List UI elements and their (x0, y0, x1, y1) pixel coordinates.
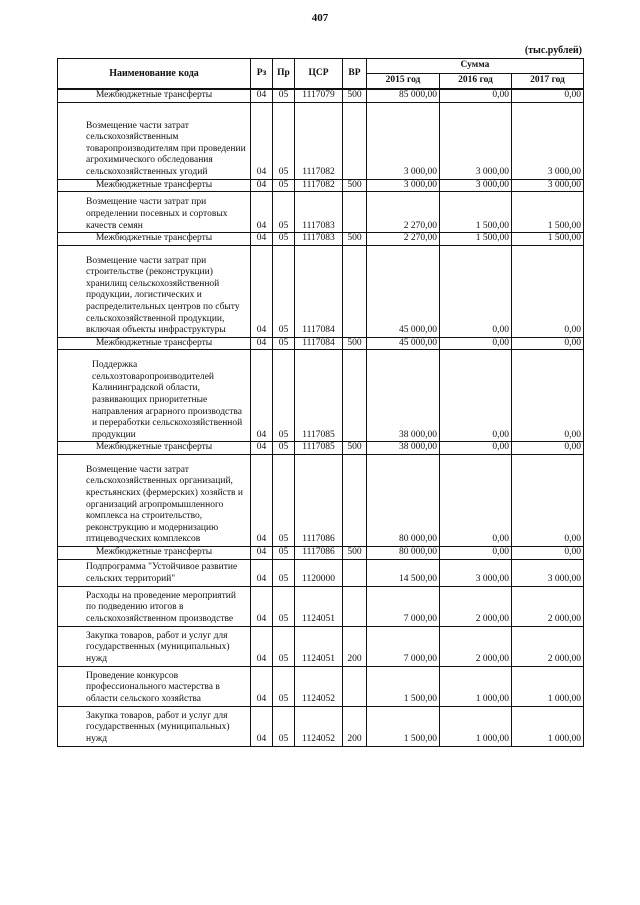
row-2016: 1 500,00 (440, 233, 512, 246)
row-2017: 0,00 (512, 350, 584, 442)
row-csr: 1124051 (295, 586, 343, 626)
row-pr: 05 (273, 179, 295, 192)
table-row (58, 350, 584, 442)
row-csr: 1120000 (295, 559, 343, 586)
row-2015: 2 270,00 (367, 192, 440, 233)
row-name: Проведение конкурсов профессионального мастерства в области сельского хозяйства (58, 666, 251, 706)
row-csr: 1117082 (295, 102, 343, 179)
table-row (58, 546, 584, 559)
row-2015: 1 500,00 (367, 706, 440, 746)
row-2016: 0,00 (440, 245, 512, 337)
table-row (58, 337, 584, 350)
row-2016: 0,00 (440, 89, 512, 102)
row-pr: 05 (273, 559, 295, 586)
row-pr: 05 (273, 89, 295, 102)
row-vr (343, 586, 367, 626)
row-2015: 1 500,00 (367, 666, 440, 706)
row-csr: 1117079 (295, 89, 343, 102)
table-row (58, 233, 584, 246)
row-2016: 0,00 (440, 337, 512, 350)
row-2017: 2 000,00 (512, 586, 584, 626)
header-2016: 2016 год (440, 74, 512, 90)
row-vr: 500 (343, 337, 367, 350)
row-pr: 05 (273, 350, 295, 442)
row-2016: 2 000,00 (440, 586, 512, 626)
row-rz: 04 (251, 559, 273, 586)
row-2017: 0,00 (512, 89, 584, 102)
row-2017: 1 000,00 (512, 706, 584, 746)
row-vr: 200 (343, 706, 367, 746)
row-name: Закупка товаров, работ и услуг для государственных (муниципальных) нужд (58, 626, 251, 666)
row-2016: 0,00 (440, 350, 512, 442)
row-rz: 04 (251, 179, 273, 192)
row-2016: 3 000,00 (440, 179, 512, 192)
row-rz: 04 (251, 192, 273, 233)
row-rz: 04 (251, 666, 273, 706)
table-row (58, 454, 584, 546)
row-csr: 1117085 (295, 442, 343, 455)
row-name: Межбюджетные трансферты (58, 442, 251, 455)
row-2016: 1 000,00 (440, 706, 512, 746)
row-name: Возмещение части затрат при определении посевных и сортовых качеств семян (58, 192, 251, 233)
row-pr: 05 (273, 233, 295, 246)
row-name: Межбюджетные трансферты (58, 179, 251, 192)
row-rz: 04 (251, 442, 273, 455)
row-pr: 05 (273, 337, 295, 350)
table-row (58, 586, 584, 626)
header-rz: Рз (251, 59, 273, 90)
header-vr: ВР (343, 59, 367, 90)
row-2016: 0,00 (440, 454, 512, 546)
row-rz: 04 (251, 233, 273, 246)
row-csr: 1117084 (295, 337, 343, 350)
row-name: Межбюджетные трансферты (58, 89, 251, 102)
row-pr: 05 (273, 666, 295, 706)
row-2015: 7 000,00 (367, 586, 440, 626)
row-pr: 05 (273, 245, 295, 337)
row-csr: 1117082 (295, 179, 343, 192)
row-csr: 1117084 (295, 245, 343, 337)
row-name: Поддержка сельхозтоваропроизводителей Калининградской области, развивающих приоритетные направления аграрного производства и переработки сельскохозяйственной продукции (58, 350, 251, 442)
row-name: Межбюджетные трансферты (58, 233, 251, 246)
row-pr: 05 (273, 442, 295, 455)
row-2016: 0,00 (440, 546, 512, 559)
row-2017: 0,00 (512, 454, 584, 546)
row-vr (343, 666, 367, 706)
row-2015: 14 500,00 (367, 559, 440, 586)
row-2017: 1 000,00 (512, 666, 584, 706)
row-2015: 45 000,00 (367, 245, 440, 337)
table-row (58, 442, 584, 455)
row-2017: 3 000,00 (512, 559, 584, 586)
row-2016: 3 000,00 (440, 559, 512, 586)
row-pr: 05 (273, 626, 295, 666)
table-row (58, 559, 584, 586)
row-rz: 04 (251, 89, 273, 102)
row-2015: 2 270,00 (367, 233, 440, 246)
row-vr: 500 (343, 546, 367, 559)
row-rz: 04 (251, 454, 273, 546)
row-pr: 05 (273, 706, 295, 746)
row-2015: 3 000,00 (367, 102, 440, 179)
row-2016: 3 000,00 (440, 102, 512, 179)
row-vr (343, 192, 367, 233)
row-csr: 1124052 (295, 666, 343, 706)
row-name: Закупка товаров, работ и услуг для государственных (муниципальных) нужд (58, 706, 251, 746)
row-2016: 1 000,00 (440, 666, 512, 706)
row-2016: 1 500,00 (440, 192, 512, 233)
row-2016: 0,00 (440, 442, 512, 455)
page-number: 407 (311, 12, 329, 24)
table-row (58, 666, 584, 706)
row-2015: 80 000,00 (367, 454, 440, 546)
row-2017: 2 000,00 (512, 626, 584, 666)
row-2015: 38 000,00 (367, 350, 440, 442)
budget-table (57, 58, 584, 747)
row-rz: 04 (251, 245, 273, 337)
table-row (58, 179, 584, 192)
row-2015: 85 000,00 (367, 89, 440, 102)
row-name: Расходы на проведение мероприятий по подведению итогов в сельскохозяйственном производстве (58, 586, 251, 626)
row-2015: 38 000,00 (367, 442, 440, 455)
row-2017: 3 000,00 (512, 179, 584, 192)
row-2017: 3 000,00 (512, 102, 584, 179)
row-vr: 200 (343, 626, 367, 666)
row-name: Возмещение части затрат сельскохозяйственных организаций, крестьянских (фермерских) хозяйств и организаций агропромышленного комплекса на строительство, реконструкцию и модернизацию птицеводческих комплексов (58, 454, 251, 546)
row-rz: 04 (251, 337, 273, 350)
table-row (58, 192, 584, 233)
row-2015: 80 000,00 (367, 546, 440, 559)
row-name: Подпрограмма "Устойчивое развитие сельских территорий" (58, 559, 251, 586)
row-name: Межбюджетные трансферты (58, 546, 251, 559)
row-rz: 04 (251, 102, 273, 179)
row-csr: 1117086 (295, 454, 343, 546)
row-rz: 04 (251, 626, 273, 666)
row-vr (343, 350, 367, 442)
row-csr: 1117086 (295, 546, 343, 559)
row-csr: 1124052 (295, 706, 343, 746)
row-2015: 7 000,00 (367, 626, 440, 666)
row-2017: 0,00 (512, 546, 584, 559)
row-2017: 0,00 (512, 245, 584, 337)
row-rz: 04 (251, 586, 273, 626)
row-rz: 04 (251, 350, 273, 442)
row-csr: 1117083 (295, 233, 343, 246)
row-vr: 500 (343, 179, 367, 192)
table-row (58, 102, 584, 179)
row-vr: 500 (343, 89, 367, 102)
row-name: Межбюджетные трансферты (58, 337, 251, 350)
row-name: Возмещение части затрат при строительстве (реконструкции) хранилищ сельскохозяйственной продукции, логистических и распределительных центров по сбыту сельскохозяйственной продукции, включая объекты инфраструктуры (58, 245, 251, 337)
row-vr: 500 (343, 233, 367, 246)
units-note: (тыс.рублей) (524, 45, 582, 56)
header-name: Наименование кода (58, 59, 251, 90)
header-sum: Сумма (367, 59, 584, 74)
row-rz: 04 (251, 546, 273, 559)
row-vr (343, 454, 367, 546)
row-vr (343, 559, 367, 586)
row-2017: 1 500,00 (512, 233, 584, 246)
table-header (58, 59, 584, 90)
row-2017: 0,00 (512, 337, 584, 350)
row-csr: 1124051 (295, 626, 343, 666)
table-row (58, 706, 584, 746)
row-csr: 1117083 (295, 192, 343, 233)
table-row (58, 626, 584, 666)
row-pr: 05 (273, 102, 295, 179)
row-2015: 45 000,00 (367, 337, 440, 350)
row-2017: 1 500,00 (512, 192, 584, 233)
header-2015: 2015 год (367, 74, 440, 90)
row-vr: 500 (343, 442, 367, 455)
row-pr: 05 (273, 586, 295, 626)
row-2017: 0,00 (512, 442, 584, 455)
row-vr (343, 102, 367, 179)
table-row (58, 245, 584, 337)
row-pr: 05 (273, 192, 295, 233)
header-pr: Пр (273, 59, 295, 90)
row-pr: 05 (273, 454, 295, 546)
header-csr: ЦСР (295, 59, 343, 90)
row-csr: 1117085 (295, 350, 343, 442)
table-row (58, 89, 584, 102)
row-pr: 05 (273, 546, 295, 559)
header-2017: 2017 год (512, 74, 584, 90)
row-rz: 04 (251, 706, 273, 746)
row-vr (343, 245, 367, 337)
row-2015: 3 000,00 (367, 179, 440, 192)
row-name: Возмещение части затрат сельскохозяйственным товаропроизводителям при проведении агрохимического обследования сельскохозяйственных угодий (58, 102, 251, 179)
row-2016: 2 000,00 (440, 626, 512, 666)
